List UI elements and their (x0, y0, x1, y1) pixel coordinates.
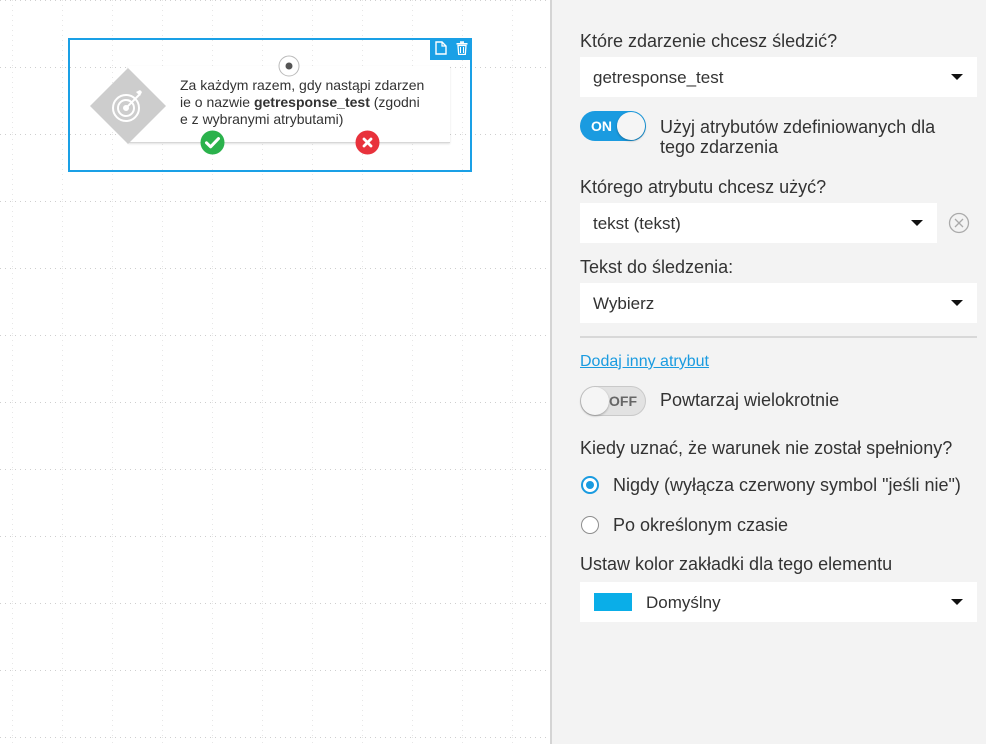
chevron-down-icon (951, 599, 963, 605)
event-label: Które zdarzenie chcesz śledzić? (580, 31, 838, 51)
condition-label: Kiedy uznać, że warunek nie został spełniony? (580, 438, 953, 458)
attribute-select-value: tekst (tekst) (593, 214, 681, 233)
toggle-knob (617, 112, 645, 140)
trash-icon[interactable] (456, 41, 468, 60)
section-divider (580, 336, 977, 338)
attributes-toggle-state: ON (591, 118, 612, 134)
remove-attribute-icon[interactable] (948, 212, 970, 234)
radio-after-time[interactable] (581, 516, 599, 534)
color-swatch (594, 593, 632, 611)
node-toolbar (430, 40, 472, 60)
color-select-value: Domyślny (646, 593, 721, 612)
track-text-select-value: Wybierz (593, 294, 655, 313)
track-text-label: Tekst do śledzenia: (580, 257, 734, 277)
color-label: Ustaw kolor zakładki dla tego elementu (580, 554, 893, 574)
copy-icon[interactable] (435, 41, 447, 60)
x-icon[interactable] (355, 130, 380, 155)
toggle-knob (581, 387, 609, 415)
chevron-down-icon (951, 74, 963, 80)
attributes-toggle[interactable] (580, 111, 646, 141)
node-input-connector[interactable] (278, 55, 300, 77)
target-icon (90, 68, 166, 144)
check-icon[interactable] (200, 130, 225, 155)
track-text-select[interactable] (580, 283, 977, 323)
attributes-toggle-label: Użyj atrybutów zdefiniowanych dla tego zdarzenia (660, 117, 936, 157)
attribute-select[interactable] (580, 203, 937, 243)
repeat-label: Powtarzaj wielokrotnie (660, 390, 840, 410)
chevron-down-icon (951, 300, 963, 306)
attribute-label: Którego atrybutu chcesz użyć? (580, 177, 827, 197)
color-select[interactable] (580, 582, 977, 622)
repeat-toggle-state: OFF (609, 393, 637, 409)
chevron-down-icon (911, 220, 923, 226)
repeat-toggle[interactable] (580, 386, 646, 416)
radio-after-time-label[interactable]: Po określonym czasie (613, 515, 789, 535)
add-attribute-link[interactable]: Dodaj inny atrybut (580, 353, 709, 370)
radio-never-label[interactable]: Nigdy (wyłącza czerwony symbol "jeśli nie") (613, 475, 961, 495)
radio-never[interactable] (581, 476, 599, 494)
event-select[interactable] (580, 57, 977, 97)
node-description: Za każdym razem, gdy nastąpi zdarzen ie o nazwie getresponse_test (zgodni e z wybranymi atrybutami) (180, 77, 425, 127)
event-name: getresponse_test (253, 94, 370, 110)
event-select-value: getresponse_test (593, 68, 724, 87)
